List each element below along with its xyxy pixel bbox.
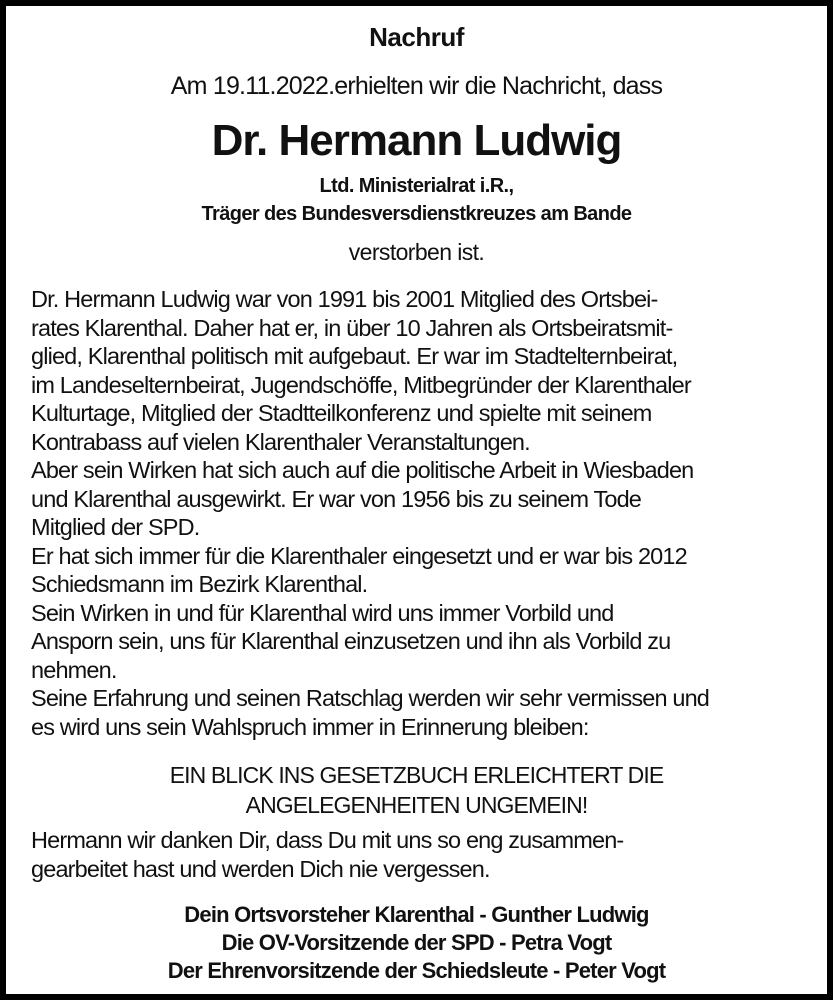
title-line: Ltd. Ministerialrat i.R., — [319, 175, 514, 197]
motto-line: EIN BLICK INS GESETZBUCH ERLEICHTERT DIE — [169, 762, 664, 788]
thanks-line: Hermann wir danken Dir, dass Du mit uns so eng zusammen- — [31, 827, 624, 853]
body-line: Dr. Hermann Ludwig war von 1991 bis 2001 Mitglied des Ortsbei- — [31, 286, 658, 312]
signatures — [6, 901, 827, 985]
body-line: im Landeselternbeirat, Jugendschöffe, Mitbegründer der Klarenthaler — [31, 371, 691, 398]
signature-line: Der Ehrenvorsitzende der Schiedsleute - Peter Vogt — [167, 958, 666, 983]
signature-line: Die OV-Vorsitzende der SPD - Petra Vogt — [221, 930, 612, 955]
body-line: Kontrabass auf vielen Klarenthaler Veranstaltungen. — [31, 428, 530, 455]
obituary-body — [31, 285, 807, 741]
body-line: Mitglied der SPD. — [31, 514, 200, 540]
thanks-paragraph — [31, 826, 807, 884]
body-line: Schiedsmann im Bezirk Klarenthal. — [31, 571, 368, 597]
body-line: es wird uns sein Wahlspruch immer in Erinnerung bleiben: — [31, 713, 589, 740]
motto-line: ANGELEGENHEITEN UNGEMEIN! — [245, 792, 588, 818]
motto — [6, 760, 827, 820]
body-line: Sein Wirken in und für Klarenthal wird uns immer Vorbild und — [31, 599, 614, 626]
intro-line: Am 19.11.2022.erhielten wir die Nachricht, dass — [170, 72, 663, 100]
body-line: nehmen. — [31, 656, 117, 683]
body-line: Er hat sich immer für die Klarenthaler eingesetzt und er war bis 2012 — [31, 542, 687, 569]
title-line: Träger des Bundesversdienstkreuzes am Bande — [201, 203, 632, 225]
body-line: Kulturtage, Mitglied der Stadtteilkonferenz und spielte mit seinem — [31, 400, 652, 426]
body-line: Ansporn sein, uns für Klarenthal einzusetzen und ihn als Vorbild zu — [31, 628, 671, 654]
body-line: Seine Erfahrung und seinen Ratschlag werden wir sehr vermissen und — [31, 685, 710, 711]
body-line: und Klarenthal ausgewirkt. Er war von 1956 bis zu seinem Tode — [31, 485, 642, 512]
honorific-titles — [6, 172, 827, 228]
body-line: rates Klarenthal. Daher hat er, in über 10 Jahren als Ortsbeiratsmit- — [31, 314, 673, 341]
body-line: glied, Klarenthal politisch mit aufgebaut. Er war im Stadtelternbeirat, — [31, 343, 678, 369]
signature-line: Dein Ortsvorsteher Klarenthal - Gunther Ludwig — [184, 902, 649, 927]
thanks-line: gearbeitet hast und werden Dich nie vergessen. — [31, 856, 490, 882]
notice-heading: Nachruf — [369, 22, 464, 52]
body-line: Aber sein Wirken hat sich auch auf die politische Arbeit in Wiesbaden — [31, 457, 694, 483]
deceased-line: verstorben ist. — [348, 239, 485, 265]
deceased-name: Dr. Hermann Ludwig — [211, 116, 622, 165]
